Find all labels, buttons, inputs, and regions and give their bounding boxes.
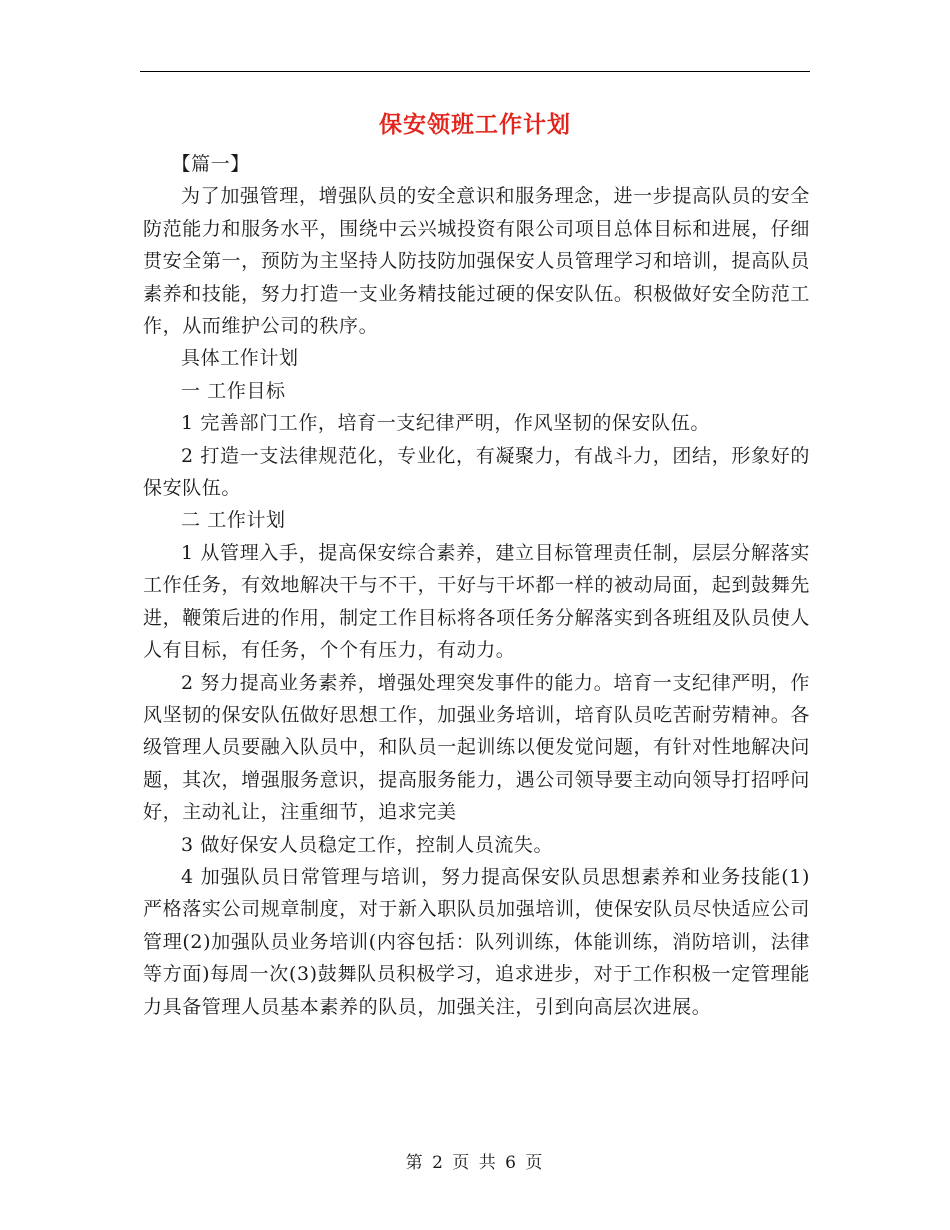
page-number: 第 2 页 共 6 页 xyxy=(405,1153,545,1173)
goal-item-1: 1 完善部门工作，培育一支纪律严明，作风坚韧的保安队伍。 xyxy=(181,412,710,435)
plan-section-heading: 二 工作计划 xyxy=(181,509,286,532)
plan-item-3: 3 做好保安人员稳定工作，控制人员流失。 xyxy=(181,833,554,856)
plan-heading: 具体工作计划 xyxy=(181,347,299,370)
header-rule xyxy=(140,71,810,72)
document-body xyxy=(143,148,810,1023)
plan-item-1: 1 从管理入手，提高保安综合素养，建立目标管理责任制，层层分解落实工作任务，有效地解决干与不干，干好与干坏都一样的被动局面，起到鼓舞先进，鞭策后进的作用，制定工作目标将各项任务分解落实到各班组及队员使人人有目标，有任务，个个有压力，有动力。 xyxy=(143,541,810,662)
goals-heading: 一 工作目标 xyxy=(181,379,286,402)
section-tag: 【篇一】 xyxy=(171,153,250,175)
goal-item-2: 2 打造一支法律规范化，专业化，有凝聚力，有战斗力，团结，形象好的保安队伍。 xyxy=(143,444,810,500)
document-title: 保安领班工作计划 xyxy=(379,111,571,138)
plan-item-4: 4 加强队员日常管理与培训，努力提高保安队员思想素养和业务技能(1)严格落实公司规章制度，对于新入职队员加强培训，使保安队员尽快适应公司管理(2)加强队员业务培训(内容包括：队列训练，体能训练，消防培训，法律等方面)每周一次(3)鼓舞队员积极学习，追求进步，对于工作积极一定管理能力具备管理人员基本素养的队员，加强关注，引到向高层次进展。 xyxy=(143,865,810,1018)
intro-paragraph: 为了加强管理，增强队员的安全意识和服务理念，进一步提高队员的安全防范能力和服务水平，围绕中云兴城投资有限公司项目总体目标和进展，仔细贯安全第一，预防为主坚持人防技防加强保安人员管理学习和培训，提高队员素养和技能，努力打造一支业务精技能过硬的保安队伍。积极做好安全防范工作，从而维护公司的秩序。 xyxy=(143,185,810,338)
plan-item-2: 2 努力提高业务素养，增强处理突发事件的能力。培育一支纪律严明，作风坚韧的保安队伍做好思想工作，加强业务培训，培育队员吃苦耐劳精神。各级管理人员要融入队员中，和队员一起训练以便发觉问题，有针对性地解决问题，其次，增强服务意识，提高服务能力，遇公司领导要主动向领导打招呼问好，主动礼让，注重细节，追求完美 xyxy=(143,671,810,824)
